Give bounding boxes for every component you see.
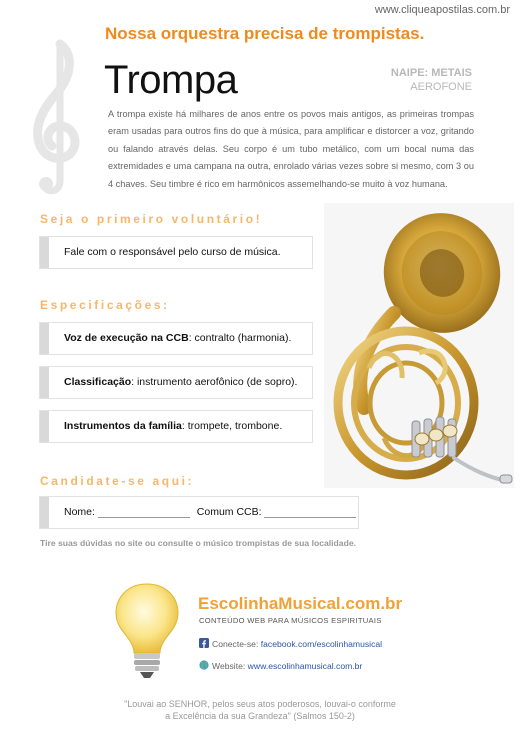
- name-label: Nome:: [64, 506, 95, 518]
- website-label: Website:: [212, 661, 246, 671]
- page-title: Trompa: [104, 58, 238, 102]
- spec-value: : instrumento aerofônico (de sopro).: [131, 376, 298, 388]
- spec-classification-card: [39, 366, 313, 399]
- apply-card: [39, 496, 359, 529]
- card-accent-bar: [40, 367, 49, 398]
- treble-clef-icon: [26, 36, 86, 196]
- spec-voice-card: [39, 322, 313, 355]
- specs-heading: Especificações:: [40, 298, 170, 312]
- connect-label: Conecte-se:: [212, 639, 259, 649]
- name-field[interactable]: [98, 507, 190, 518]
- card-accent-bar: [40, 323, 49, 354]
- spec-classification: [64, 367, 297, 398]
- spec-value: : trompete, trombone.: [181, 420, 283, 432]
- spec-label: Classificação: [64, 376, 132, 388]
- brand-name[interactable]: EscolinhaMusical.com.br: [198, 594, 403, 613]
- spec-voice: [64, 323, 291, 354]
- comum-label: Comum CCB:: [196, 506, 262, 518]
- facebook-icon: [199, 638, 209, 648]
- naipe-sub: AEROFONE: [410, 81, 472, 93]
- site-url[interactable]: www.cliqueapostilas.com.br: [374, 4, 510, 16]
- card-accent-bar: [40, 237, 49, 268]
- tip-text: Tire suas dúvidas no site ou consulte o músico trompistas de sua localidade.: [40, 538, 356, 548]
- light-bulb-icon: [112, 580, 182, 680]
- facebook-contact: [199, 638, 382, 649]
- volunteer-text: Fale com o responsável pelo curso de música.: [64, 246, 281, 258]
- french-horn-image: [324, 203, 514, 488]
- spec-label: Instrumentos da família: [64, 420, 182, 432]
- spec-label: Voz de execução na CCB: [64, 332, 189, 344]
- quote-line-2: a Excelência da sua Grandeza" (Salmos 150-2): [165, 711, 355, 721]
- apply-fields: [64, 497, 356, 528]
- headline: Nossa orquestra precisa de trompistas.: [105, 24, 425, 43]
- spec-family-card: [39, 410, 313, 443]
- quote-line-1: "Louvai ao SENHOR, pelos seus atos poderosos, louvai-o conforme: [124, 699, 396, 709]
- globe-icon: [199, 660, 209, 670]
- spec-value: : contralto (harmonia).: [188, 332, 292, 344]
- naipe-label: NAIPE: METAIS: [390, 67, 472, 79]
- apply-heading: Candidate-se aqui:: [40, 474, 195, 488]
- card-accent-bar: [40, 411, 49, 442]
- website-contact: [199, 660, 362, 671]
- instrument-category: [391, 66, 472, 94]
- intro-paragraph: A trompa existe há milhares de anos entre os povos mais antigos, as primeiras trompas eram usadas para outros fins do que à música, para amplificar e distorcer a voz, gritando ou falando através delas. Seu corpo é um tubo metálico, com um bocal numa das extremidades e uma campana na outra, enrolado várias vezes sobre si mesmo, com 3 ou 4 chaves. Seu timbre é rico em harmônicos assemelhando-se muito à voz humana.: [108, 109, 474, 189]
- volunteer-card: [39, 236, 313, 269]
- comum-field[interactable]: [264, 507, 356, 518]
- facebook-link[interactable]: facebook.com/escolinhamusical: [260, 639, 383, 649]
- card-accent-bar: [40, 497, 49, 528]
- brand-tagline: CONTEÚDO WEB PARA MÚSICOS ESPIRITUAIS: [199, 616, 382, 625]
- website-link[interactable]: www.escolinhamusical.com.br: [247, 661, 363, 671]
- spec-family: [64, 411, 282, 442]
- volunteer-heading: Seja o primeiro voluntário!: [40, 212, 263, 226]
- bible-quote: [0, 698, 520, 722]
